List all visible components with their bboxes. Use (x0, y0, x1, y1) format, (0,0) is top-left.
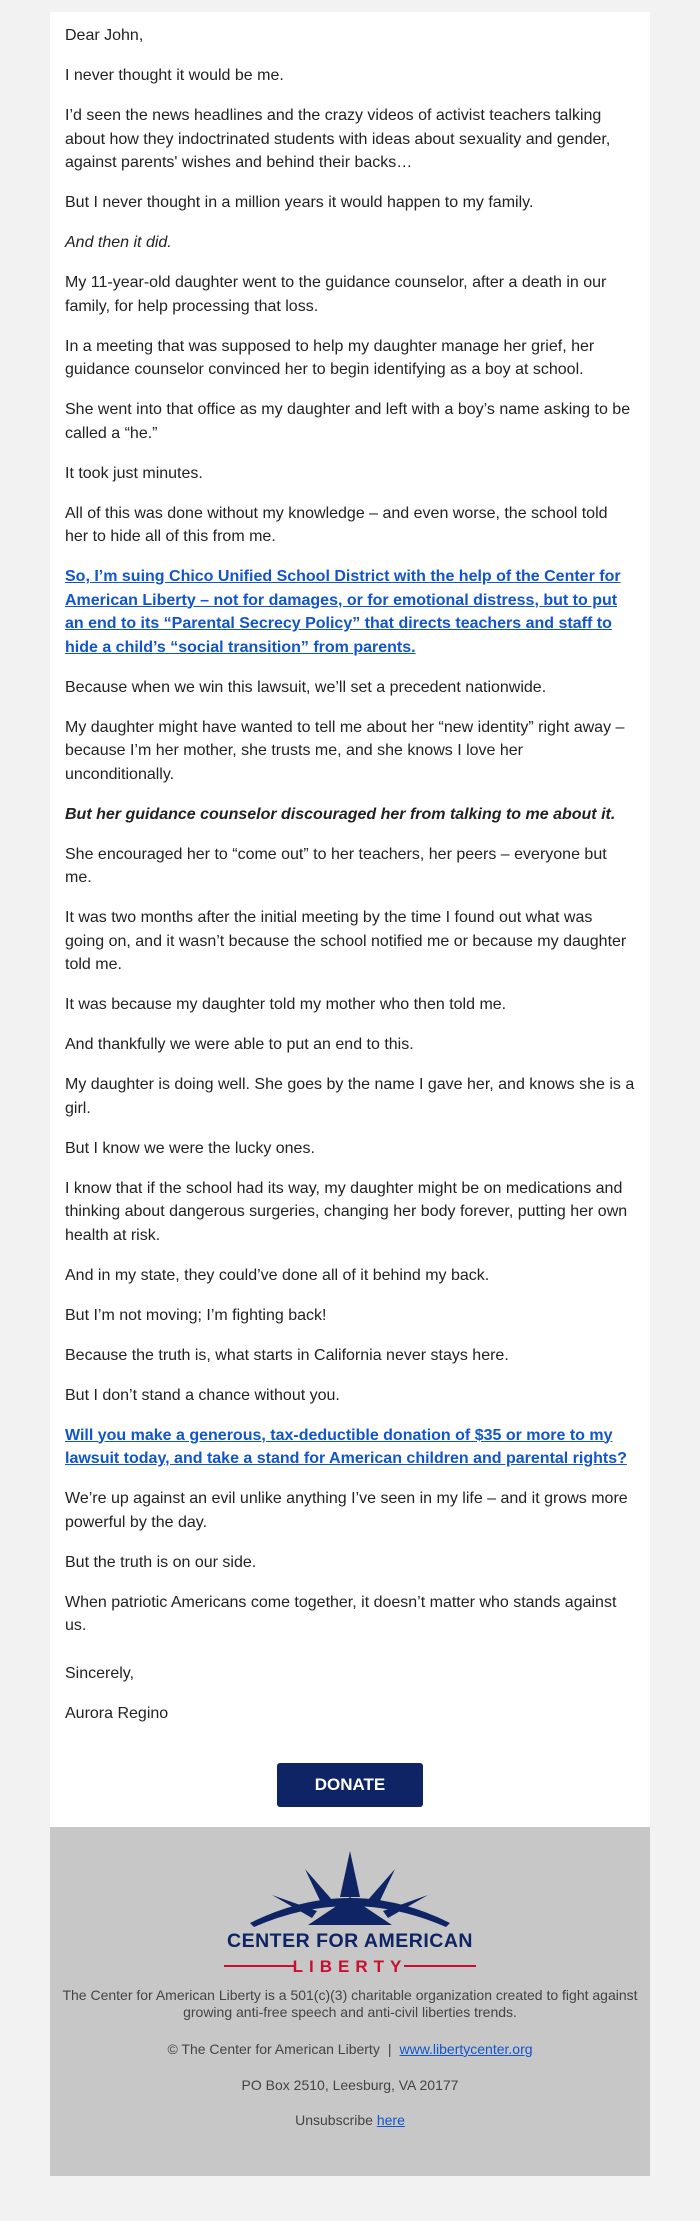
paragraph: But I know we were the lucky ones. (65, 1139, 315, 1157)
closing: Sincerely, (65, 1664, 135, 1682)
footer-mission: The Center for American Liberty is a 501(c)(3) charitable organization created to fight against growing anti-free speech and anti-civil liberties trends. (62, 1987, 638, 2020)
paragraph: I’d seen the news headlines and the crazy videos of activist teachers talking about how they indoctrinated students with ideas about sexuality and gender, against parents' wishes and behind their backs… (65, 107, 611, 171)
paragraph: I know that if the school had its way, my daughter might be on medications and thinking about dangerous surgeries, changing her body forever, putting her own health at risk. (65, 1179, 628, 1244)
paragraph-bold-italic: But her guidance counselor discouraged her from talking to me about it. (65, 805, 616, 823)
paragraph: We’re up against an evil unlike anything I’ve seen in my life – and it grows more powerful by the day. (65, 1490, 628, 1531)
donate-container (50, 1763, 650, 1807)
paragraph: And thankfully we were able to put an end to this. (65, 1036, 414, 1053)
footer (50, 1827, 650, 2176)
logo-text-line2: LIBERTY (292, 1957, 408, 1976)
paragraph: Because the truth is, what starts in California never stays here. (65, 1346, 509, 1364)
paragraph: My daughter is doing well. She goes by the name I gave her, and knows she is a girl. (65, 1076, 635, 1117)
paragraph: But I’m not moving; I’m fighting back! (65, 1306, 327, 1324)
paragraph: When patriotic Americans come together, it doesn’t matter who stands against us. (65, 1593, 617, 1634)
donation-ask-link[interactable]: Will you make a generous, tax-deductible donation of $35 or more to my lawsuit today, and take a stand for American children and parental rights? (65, 1426, 627, 1467)
letter (50, 12, 650, 1725)
paragraph: My daughter might have wanted to tell me about her “new identity” right away – because I’m her mother, she trusts me, and she knows I love her unconditionally. (65, 718, 625, 783)
paragraph: Because when we win this lawsuit, we’ll set a precedent nationwide. (65, 678, 547, 696)
copyright-text: © The Center for American Liberty (167, 2041, 380, 2057)
unsubscribe-link[interactable]: here (376, 2112, 405, 2128)
paragraph-italic: And then it did. (65, 234, 172, 251)
paragraph: She encouraged her to “come out” to her teachers, her peers – everyone but me. (65, 845, 607, 886)
email-body (50, 12, 650, 1827)
paragraph: She went into that office as my daughter and left with a boy’s name asking to be called a “he.” (65, 401, 631, 442)
donation-ask-paragraph (65, 1424, 635, 1471)
paragraph: It was because my daughter told my mother who then told me. (65, 996, 507, 1013)
paragraph: I never thought it would be me. (65, 67, 284, 84)
lawsuit-link[interactable]: So, I’m suing Chico Unified School District with the help of the Center for American Liberty – not for damages, or for emotional distress, but to put an end to its “Parental Secrecy Policy” that directs teachers and staff to hide a child’s “social transition” from parents. (65, 568, 621, 656)
paragraph: All of this was done without my knowledge – and even worse, the school told her to hide all of this from me. (65, 504, 608, 545)
paragraph: It was two months after the initial meeting by the time I found out what was going on, and it wasn’t because the school notified me or because my daughter told me. (65, 909, 627, 973)
lawsuit-link-paragraph (65, 565, 635, 659)
unsubscribe-row (50, 2112, 650, 2128)
footer-address: PO Box 2510, Leesburg, VA 20177 (241, 2077, 459, 2093)
logo-text-line1: CENTER FOR AMERICAN (226, 1930, 474, 1952)
paragraph: And in my state, they could’ve done all of it behind my back. (65, 1266, 490, 1284)
greeting: Dear John, (65, 27, 144, 44)
separator: | (387, 2041, 392, 2057)
unsubscribe-text: Unsubscribe (295, 2112, 373, 2128)
paragraph: In a meeting that was supposed to help my daughter manage her grief, her guidance counselor convinced her to begin identifying as a boy at school. (65, 337, 595, 378)
liberty-crown-icon (250, 1851, 450, 1927)
center-for-american-liberty-logo (220, 1851, 480, 1977)
signature: Aurora Regino (65, 1704, 169, 1722)
paragraph: But I don’t stand a chance without you. (65, 1386, 340, 1404)
paragraph: It took just minutes. (65, 464, 203, 482)
paragraph: My 11-year-old daughter went to the guidance counselor, after a death in our family, for help processing that loss. (65, 274, 607, 315)
paragraph: But the truth is on our side. (65, 1553, 257, 1571)
donate-button[interactable]: DONATE (277, 1763, 423, 1807)
paragraph: But I never thought in a million years it would happen to my family. (65, 194, 534, 211)
website-link[interactable]: www.libertycenter.org (399, 2041, 533, 2057)
footer-copyright-row (50, 2041, 650, 2057)
